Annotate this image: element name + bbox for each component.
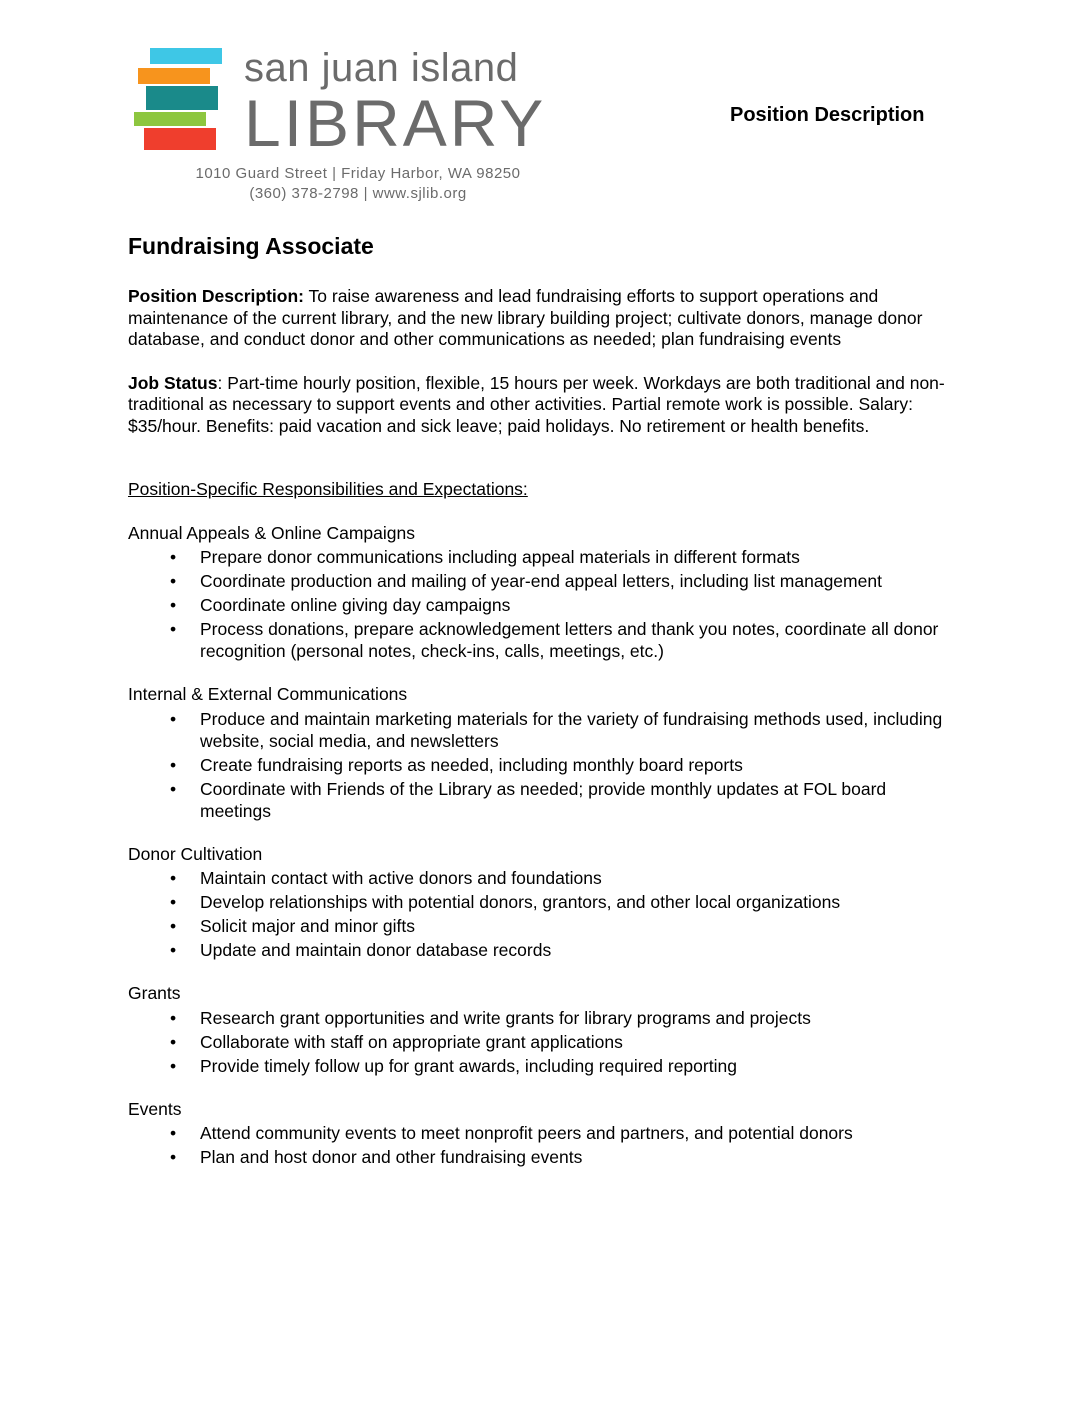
logo-address bbox=[178, 164, 538, 204]
list-item bbox=[170, 1007, 958, 1029]
responsibility-groups bbox=[128, 523, 958, 1169]
responsibility-group bbox=[128, 523, 958, 663]
job-status-label: Job Status bbox=[128, 372, 218, 393]
list-item bbox=[170, 570, 958, 592]
library-logo bbox=[130, 44, 590, 209]
list-item bbox=[170, 1031, 958, 1053]
list-item bbox=[170, 891, 958, 913]
list-item bbox=[170, 778, 958, 822]
address-line: 1010 Guard Street | Friday Harbor, WA 98250 bbox=[195, 165, 521, 182]
logo-wordmark-line2: LIBRARY bbox=[244, 86, 547, 160]
list-item bbox=[170, 1146, 958, 1168]
bullet-icon: • bbox=[170, 778, 177, 799]
position-description-label: Position Description: bbox=[128, 286, 304, 306]
list-item-text: Coordinate production and mailing of year-end appeal letters, including list management bbox=[200, 571, 882, 591]
list-item bbox=[170, 939, 958, 961]
list-item-text: Prepare donor communications including appeal materials in different formats bbox=[200, 547, 800, 567]
group-title: Annual Appeals & Online Campaigns bbox=[128, 522, 415, 543]
bullet-list bbox=[128, 1007, 958, 1077]
list-item bbox=[170, 1055, 958, 1077]
job-title: Fundraising Associate bbox=[128, 233, 374, 259]
logo-bar bbox=[138, 68, 210, 84]
bullet-icon: • bbox=[170, 1007, 177, 1028]
list-item bbox=[170, 867, 958, 889]
list-item bbox=[170, 618, 958, 662]
responsibility-group bbox=[128, 1099, 958, 1169]
list-item-text: Develop relationships with potential donors, grantors, and other local organizations bbox=[200, 892, 841, 912]
bullet-icon: • bbox=[170, 619, 177, 639]
bullet-icon: • bbox=[170, 1147, 177, 1167]
list-item bbox=[170, 546, 958, 568]
list-item-text: Research grant opportunities and write grants for library programs and projects bbox=[200, 1007, 811, 1028]
logo-bar bbox=[146, 86, 218, 110]
bullet-list bbox=[128, 546, 958, 662]
bullet-icon: • bbox=[170, 940, 177, 960]
responsibility-group bbox=[128, 983, 958, 1077]
list-item bbox=[170, 915, 958, 937]
list-item-text: Collaborate with staff on appropriate grant applications bbox=[200, 1031, 623, 1052]
bullet-icon: • bbox=[170, 708, 177, 729]
position-description-paragraph bbox=[128, 286, 958, 351]
group-title: Events bbox=[128, 1098, 182, 1119]
bullet-icon: • bbox=[170, 868, 177, 888]
bullet-icon: • bbox=[170, 571, 177, 591]
bullet-icon: • bbox=[170, 1055, 177, 1076]
responsibility-group bbox=[128, 684, 958, 822]
position-description-text: To raise awareness and lead fundraising efforts to support operations and maintenance of the current library, and the new library building project; cultivate donors, manage donor database, and conduct donor and other communications as needed; plan fundraising events bbox=[128, 286, 923, 349]
logo-bar bbox=[150, 48, 222, 64]
bullet-icon: • bbox=[170, 892, 177, 912]
contact-line: (360) 378-2798 | www.sjlib.org bbox=[249, 185, 467, 202]
group-title: Internal & External Communications bbox=[128, 684, 408, 704]
list-item-text: Create fundraising reports as needed, including monthly board reports bbox=[200, 754, 743, 775]
list-item-text: Attend community events to meet nonprofit peers and partners, and potential donors bbox=[200, 1123, 853, 1143]
responsibility-group bbox=[128, 844, 958, 962]
list-item-text: Plan and host donor and other fundraising events bbox=[200, 1147, 583, 1167]
job-status-paragraph bbox=[128, 373, 958, 438]
list-item-text: Process donations, prepare acknowledgement letters and thank you notes, coordinate all donor recognition (personal notes, check-ins, calls, meetings, etc.) bbox=[200, 619, 939, 661]
document-body bbox=[128, 232, 958, 1190]
bullet-list bbox=[128, 867, 958, 961]
list-item bbox=[170, 708, 958, 752]
bullet-list bbox=[128, 708, 958, 822]
list-item bbox=[170, 1122, 958, 1144]
list-item-text: Update and maintain donor database records bbox=[200, 940, 552, 960]
responsibilities-heading: Position-Specific Responsibilities and Expectations: bbox=[128, 479, 528, 499]
bullet-icon: • bbox=[170, 547, 177, 567]
bullet-icon: • bbox=[170, 916, 177, 936]
list-item-text: Maintain contact with active donors and foundations bbox=[200, 868, 602, 888]
job-status-text: : Part-time hourly position, flexible, 15 hours per week. Workdays are both traditional and non-traditional as necessary to support events and other activities. Partial remote work is possible. Salary: $35/hour. Benefits: paid vacation and sick leave; paid holidays. No retirement or health benefits. bbox=[128, 372, 945, 436]
bullet-list bbox=[128, 1122, 958, 1168]
document-label: Position Description bbox=[730, 104, 925, 126]
logo-wordmark-line1: san juan island bbox=[244, 46, 519, 90]
bullet-icon: • bbox=[170, 1123, 177, 1143]
list-item bbox=[170, 754, 958, 776]
list-item-text: Provide timely follow up for grant awards, including required reporting bbox=[200, 1055, 737, 1076]
list-item-text: Coordinate with Friends of the Library as needed; provide monthly updates at FOL board meetings bbox=[200, 778, 887, 821]
logo-bars bbox=[130, 44, 230, 154]
bullet-icon: • bbox=[170, 1031, 177, 1052]
list-item-text: Solicit major and minor gifts bbox=[200, 916, 415, 936]
bullet-icon: • bbox=[170, 595, 177, 615]
group-title: Grants bbox=[128, 983, 181, 1003]
logo-bar bbox=[134, 112, 206, 126]
list-item-text: Produce and maintain marketing materials for the variety of fundraising methods used, including website, social media, and newsletters bbox=[200, 708, 943, 751]
logo-bar bbox=[144, 128, 216, 150]
list-item-text: Coordinate online giving day campaigns bbox=[200, 595, 511, 615]
group-title: Donor Cultivation bbox=[128, 843, 263, 864]
list-item bbox=[170, 594, 958, 616]
bullet-icon: • bbox=[170, 754, 177, 775]
